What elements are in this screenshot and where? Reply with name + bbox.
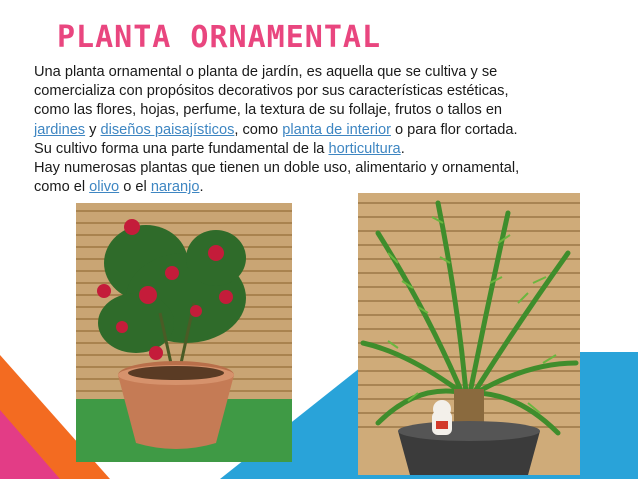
text-run: . <box>199 179 204 196</box>
slide-title: PLANTA ORNAMENTAL <box>57 20 382 55</box>
text-run: o el <box>119 179 151 196</box>
paragraph-double-use <box>34 159 534 197</box>
link-naranjo[interactable]: naranjo <box>150 179 200 196</box>
body-text <box>34 63 534 197</box>
text-run: , como <box>234 121 283 138</box>
text-run: Hay numerosas plantas que tienen un doble uso, alimentario y ornamental, como el <box>34 160 520 196</box>
text-run: o para flor cortada. Su cultivo forma una parte fundamental de la <box>34 121 518 157</box>
text-run: y <box>85 121 101 138</box>
link-planta-de-interior[interactable]: planta de interior <box>282 121 391 138</box>
dark-pot <box>398 421 540 475</box>
link-olivo[interactable]: olivo <box>89 179 120 196</box>
cycad-plant-photo <box>358 193 580 475</box>
link-horticultura[interactable]: horticultura <box>328 140 401 157</box>
text-run: Una planta ornamental o planta de jardín, es aquella que se cultiva y se comercializa con propósitos decorativos por sus características estéticas, como las flores, hojas, perfume, la textura de su follaje, frutos o tallos en <box>34 64 509 119</box>
terracotta-pot <box>118 361 234 449</box>
paragraph-definition <box>34 63 534 159</box>
link-disenos-paisajisticos[interactable]: diseños paisajísticos <box>100 121 235 138</box>
rose-plant-photo <box>76 203 292 462</box>
link-jardines[interactable]: jardines <box>34 121 86 138</box>
lucky-cat-figurine <box>432 400 452 435</box>
text-run: . <box>400 140 405 157</box>
